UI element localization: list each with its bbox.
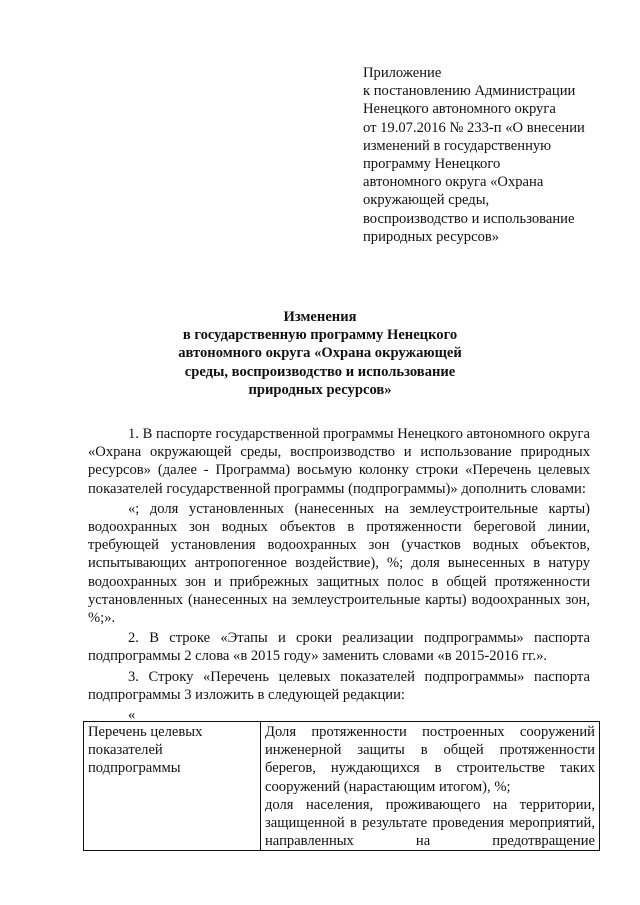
paragraph-2: «; доля установленных (нанесенных на землеустроительные карты) водоохранных зон водных объектов в протяженности береговой линии, требующей установления водоохранных зон (участков водных объектов, испытывающих антропогенное воздействие), %; доля вынесенных в натуру водоохранных зон и прибрежных защитных полос в общей протяженности установленных (нанесенных на землеустроительные карты) водоохранных зон, %;». xyxy=(88,500,590,627)
document-body xyxy=(88,425,590,704)
appendix-line: природных ресурсов» xyxy=(363,228,500,245)
appendix-header xyxy=(363,64,613,246)
appendix-line: программу Ненецкого xyxy=(363,156,501,173)
opening-quote: « xyxy=(128,707,136,723)
paragraph-3: 2. В строке «Этапы и сроки реализации подпрограммы» паспорта подпрограммы 2 слова «в 2015 году» заменить словами «в 2015-2016 гг.». xyxy=(88,630,590,665)
title-line: автономного округа «Охрана окружающей xyxy=(178,345,462,362)
appendix-line: от 19.07.2016 № 233-п «О внесении xyxy=(363,119,585,136)
appendix-line: воспроизводство и использование xyxy=(363,210,575,227)
indicator-2: доля населения, проживающего на территории, защищенной в результате проведения мероприятий, направленных на предотвращение xyxy=(265,796,595,850)
indicators-table xyxy=(83,721,600,851)
appendix-line: Ненецкого автономного округа xyxy=(363,101,556,118)
indicator-1: Доля протяженности построенных сооружений инженерной защиты в общей протяженности берегов, нуждающихся в строительстве таких сооружений (нарастающим итогом), %; xyxy=(265,724,595,795)
appendix-line: автономного округа «Охрана xyxy=(363,174,544,191)
table-cell-content xyxy=(261,722,600,851)
paragraph-4: 3. Строку «Перечень целевых показателей подпрограммы» паспорта подпрограммы 3 изложить в следующей редакции: xyxy=(88,668,590,703)
appendix-line: окружающей среды, xyxy=(363,192,490,209)
table-row xyxy=(84,722,600,851)
appendix-line: Приложение xyxy=(363,65,442,81)
title-line: Изменения xyxy=(283,309,357,325)
paragraph-1: 1. В паспорте государственной программы Ненецкого автономного округа «Охрана окружающей среды, воспроизводство и использование природных ресурсов» (далее - Программа) восьмую колонку строки «Перечень целевых показателей государственной программы (подпрограммы)» дополнить словами: xyxy=(88,426,591,497)
title-line: среды, воспроизводство и использование xyxy=(184,363,456,380)
document-title xyxy=(120,308,520,399)
table-cell-label: Перечень целевых показателей подпрограммы xyxy=(84,722,261,851)
appendix-line: к постановлению Администрации xyxy=(363,83,576,100)
title-line: природных ресурсов» xyxy=(248,381,392,398)
title-line: в государственную программу Ненецкого xyxy=(182,327,458,344)
appendix-line: изменений в государственную xyxy=(363,137,552,154)
